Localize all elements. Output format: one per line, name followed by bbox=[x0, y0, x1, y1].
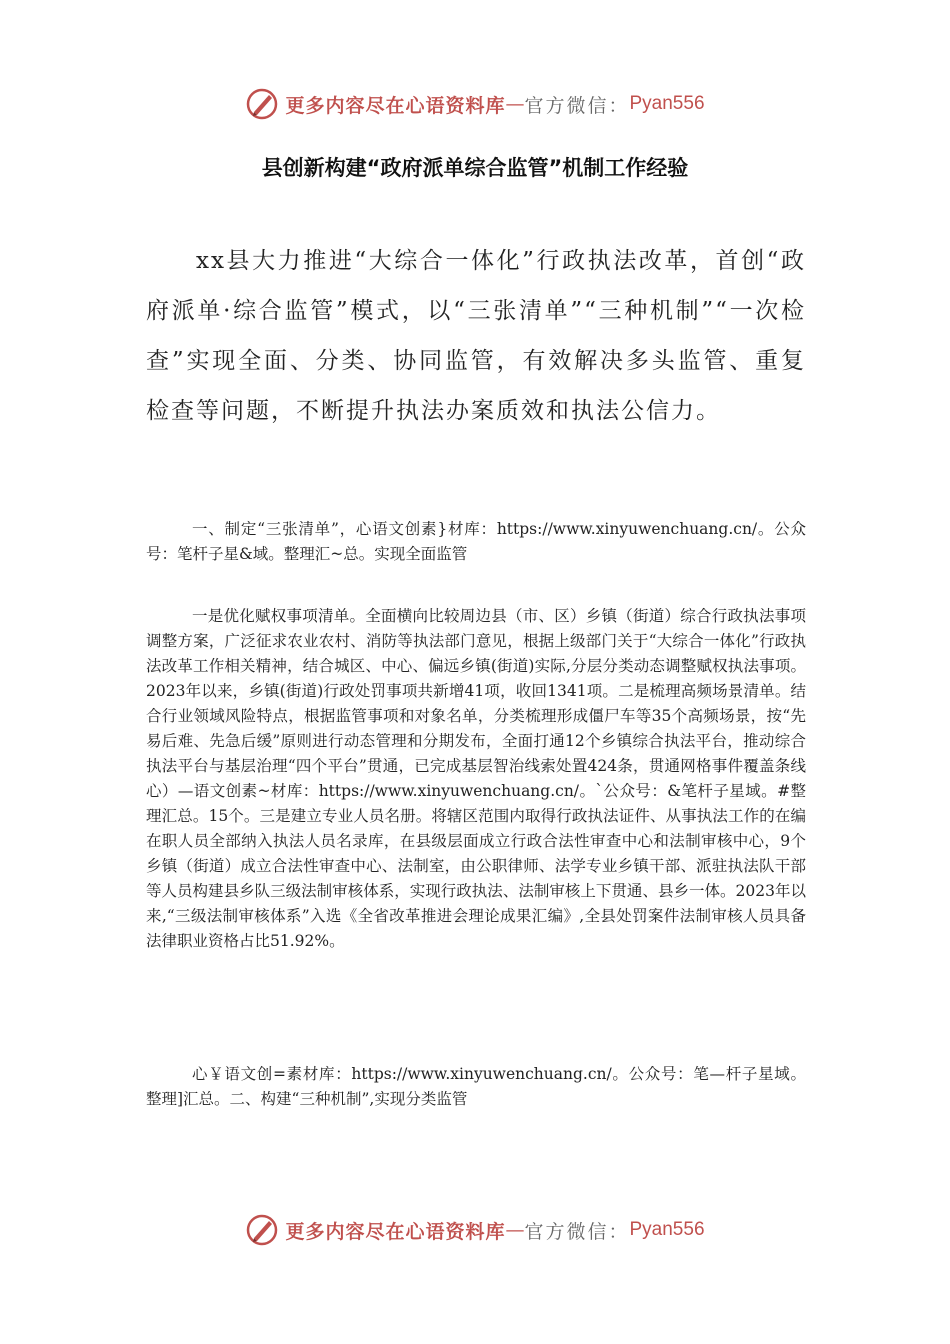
closing-paragraph: 心￥语文创=素材库：https://www.xinyuwenchuang.cn/。公众号：笔—杆子星域。整理]汇总。二、构建“三种机制”,实现分类监管 bbox=[146, 1065, 806, 1108]
banner-wechat-id: Pyan556 bbox=[629, 1219, 705, 1240]
footer-banner bbox=[0, 1210, 950, 1250]
banner-brand-text: 更多内容尽在心语资料库 bbox=[285, 94, 506, 117]
lead-paragraph: xx县大力推进“大综合一体化”行政执法改革，首创“政府派单·综合监管”模式，以“三张清单”“三种机制”“一次检查”实现全面、分类、协同监管，有效解决多头监管、重复检查等问题，不断提升执法办案质效和执法公信力。 bbox=[146, 248, 806, 424]
pen-logo-icon bbox=[245, 87, 279, 121]
banner-wechat-id: Pyan556 bbox=[629, 93, 705, 114]
banner-brand-text: 更多内容尽在心语资料库 bbox=[285, 1220, 506, 1243]
banner-official-label: 官方微信： bbox=[524, 1220, 630, 1243]
section-heading-paragraph: 一、制定“三张清单”，心语文创素}材库：https://www.xinyuwenchuang.cn/。公众号：笔杆子星&域。整理汇~总。实现全面监管 bbox=[146, 520, 806, 563]
banner-dash: — bbox=[505, 93, 525, 115]
pen-logo-icon bbox=[245, 1213, 279, 1247]
banner-official-label: 官方微信： bbox=[524, 94, 630, 117]
header-banner bbox=[0, 84, 950, 124]
body-paragraph: 一是优化赋权事项清单。全面横向比较周边县（市、区）乡镇（街道）综合行政执法事项调整方案，广泛征求农业农村、消防等执法部门意见，根据上级部门关于“大综合一体化”行政执法改革工作相关精神，结合城区、中心、偏远乡镇(街道)实际,分层分类动态调整赋权执法事项。2023年以来，乡镇(街道)行政处罚事项共新增41项，收回1341项。二是梳理高频场景清单。结合行业领域风险特点，根据监管事项和对象名单，分类梳理形成僵尸车等35个高频场景，按“先易后难、先急后缓”原则进行动态管理和分期发布，全面打通12个乡镇综合执法平台，推动综合执法平台与基层治理“四个平台”贯通，已完成基层智治线索处置424条，贯通网格事件覆盖条线心）—语文创素~材库：https://www.xinyuwenchuang.cn/。`公众号：&笔杆子星域。#整理汇总。15个。三是建立专业人员名册。将辖区范围内取得行政执法证件、从事执法工作的在编在职人员全部纳入执法人员名录库，在县级层面成立行政合法性审查中心和法制审核中心，9个乡镇（街道）成立合法性审查中心、法制室，由公职律师、法学专业乡镇干部、派驻执法队干部等人员构建县乡队三级法制审核体系，实现行政执法、法制审核上下贯通、县乡一体。2023年以来,“三级法制审核体系”入选《全省改革推进会理论成果汇编》,全县处罚案件法制审核人员具备法律职业资格占比51.92%。 bbox=[146, 607, 806, 950]
banner-dash: — bbox=[505, 1219, 525, 1241]
document-title: 县创新构建“政府派单综合监管”机制工作经验 bbox=[261, 156, 689, 180]
